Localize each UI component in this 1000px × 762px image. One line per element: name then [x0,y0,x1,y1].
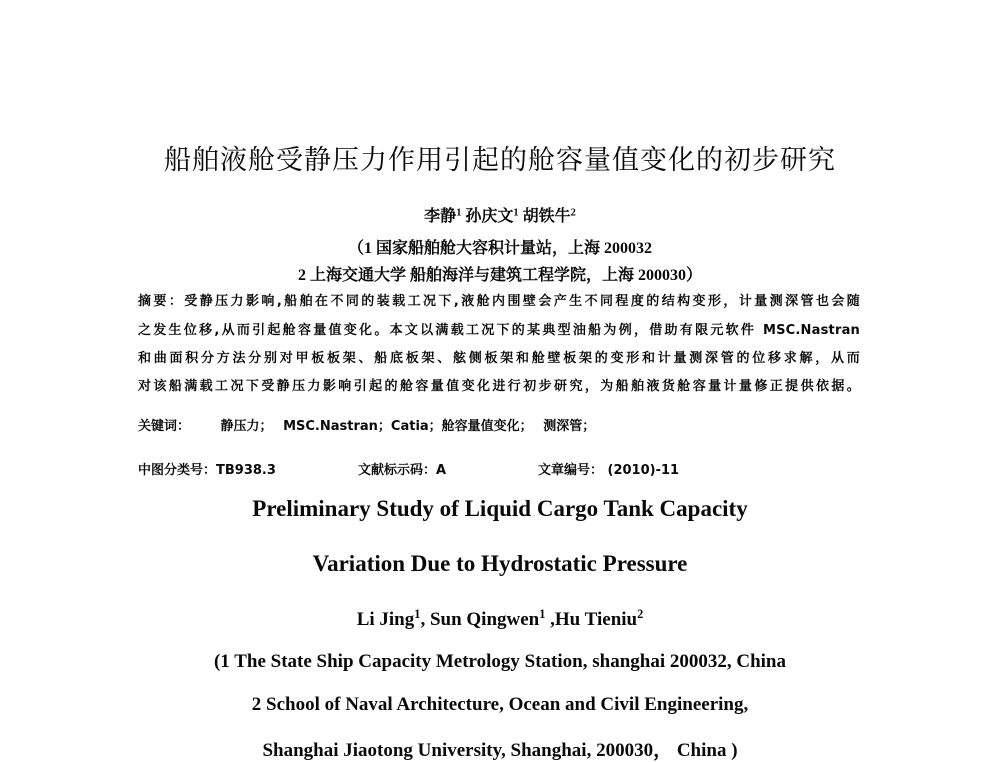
author-separator: , [545,608,555,630]
affiliation-marker: 1 [513,207,519,219]
author-name: Li Jing [356,608,415,630]
affiliation-english-3: Shanghai Jiaotong University, Shanghai, 200030， China ) [262,740,738,761]
affiliation-english-1: (1 The State Ship Capacity Metrology Station, shanghai 200032, China [213,651,786,672]
paper-title-english-line-2: Variation Due to Hydrostatic Pressure [312,551,688,576]
affiliation-english-2: 2 School of Naval Architecture, Ocean and Civil Engineering, [251,694,749,715]
author-name: 李静 [424,208,457,225]
author-list-english [0,607,1000,631]
keyword: MSC.Nastran；Catia；舱容量值变化； [283,419,533,434]
affiliation-marker: 1 [414,607,421,621]
author-name: Hu Tieniu [554,608,638,630]
paper-title-chinese: 船舶液舱受静压力作用引起的舱容量值变化的初步研究 [164,145,836,177]
author-list-chinese [0,203,1000,226]
author-name: 胡铁牛 [522,208,571,225]
paper-title-english-line-1: Preliminary Study of Liquid Cargo Tank Capacity [252,496,748,521]
keyword: 测深管； [543,419,596,434]
affiliation-marker: 2 [570,207,576,219]
keywords-label: 关键词： [138,419,191,434]
abstract-line: 之发生位移,从而引起舱容量值变化。本文以满载工况下的某典型油船为例，借助有限元软件 MSC.Nastran [138,323,860,338]
abstract-line: 摘要：受静压力影响,船舶在不同的装载工况下,液舱内围壁会产生不同程度的结构变形，计量测深管也会随 [138,294,860,309]
abstract-line: 和曲面积分方法分别对甲板板架、船底板架、舷侧板架和舱壁板架的变形和计量测深管的位移求解，从而 [138,351,860,366]
affiliation-marker: 2 [637,607,644,621]
keywords [138,415,601,434]
author-name: 孙庆文 [465,208,514,225]
abstract-line: 对该船满载工况下受静压力影响引起的舱容量值变化进行初步研究，为船舶液货舱容量计量修正提供依据。 [138,379,860,394]
document-code: 文献标示码：A [358,463,447,478]
affiliation-chinese-1: （1 国家船舶舱大容积计量站，上海 200032 [347,240,652,257]
author-separator: , [420,608,430,630]
article-number: 文章编号： (2010)-11 [538,463,680,478]
clc-number: 中图分类号：TB938.3 [138,463,276,478]
author-name: Sun Qingwen [429,608,540,630]
affiliation-chinese-2: 2 上海交通大学 船舶海洋与建筑工程学院，上海 200030） [297,267,702,284]
affiliation-marker: 1 [539,607,546,621]
affiliation-marker: 1 [456,207,462,219]
keyword: 静压力； [220,419,273,434]
